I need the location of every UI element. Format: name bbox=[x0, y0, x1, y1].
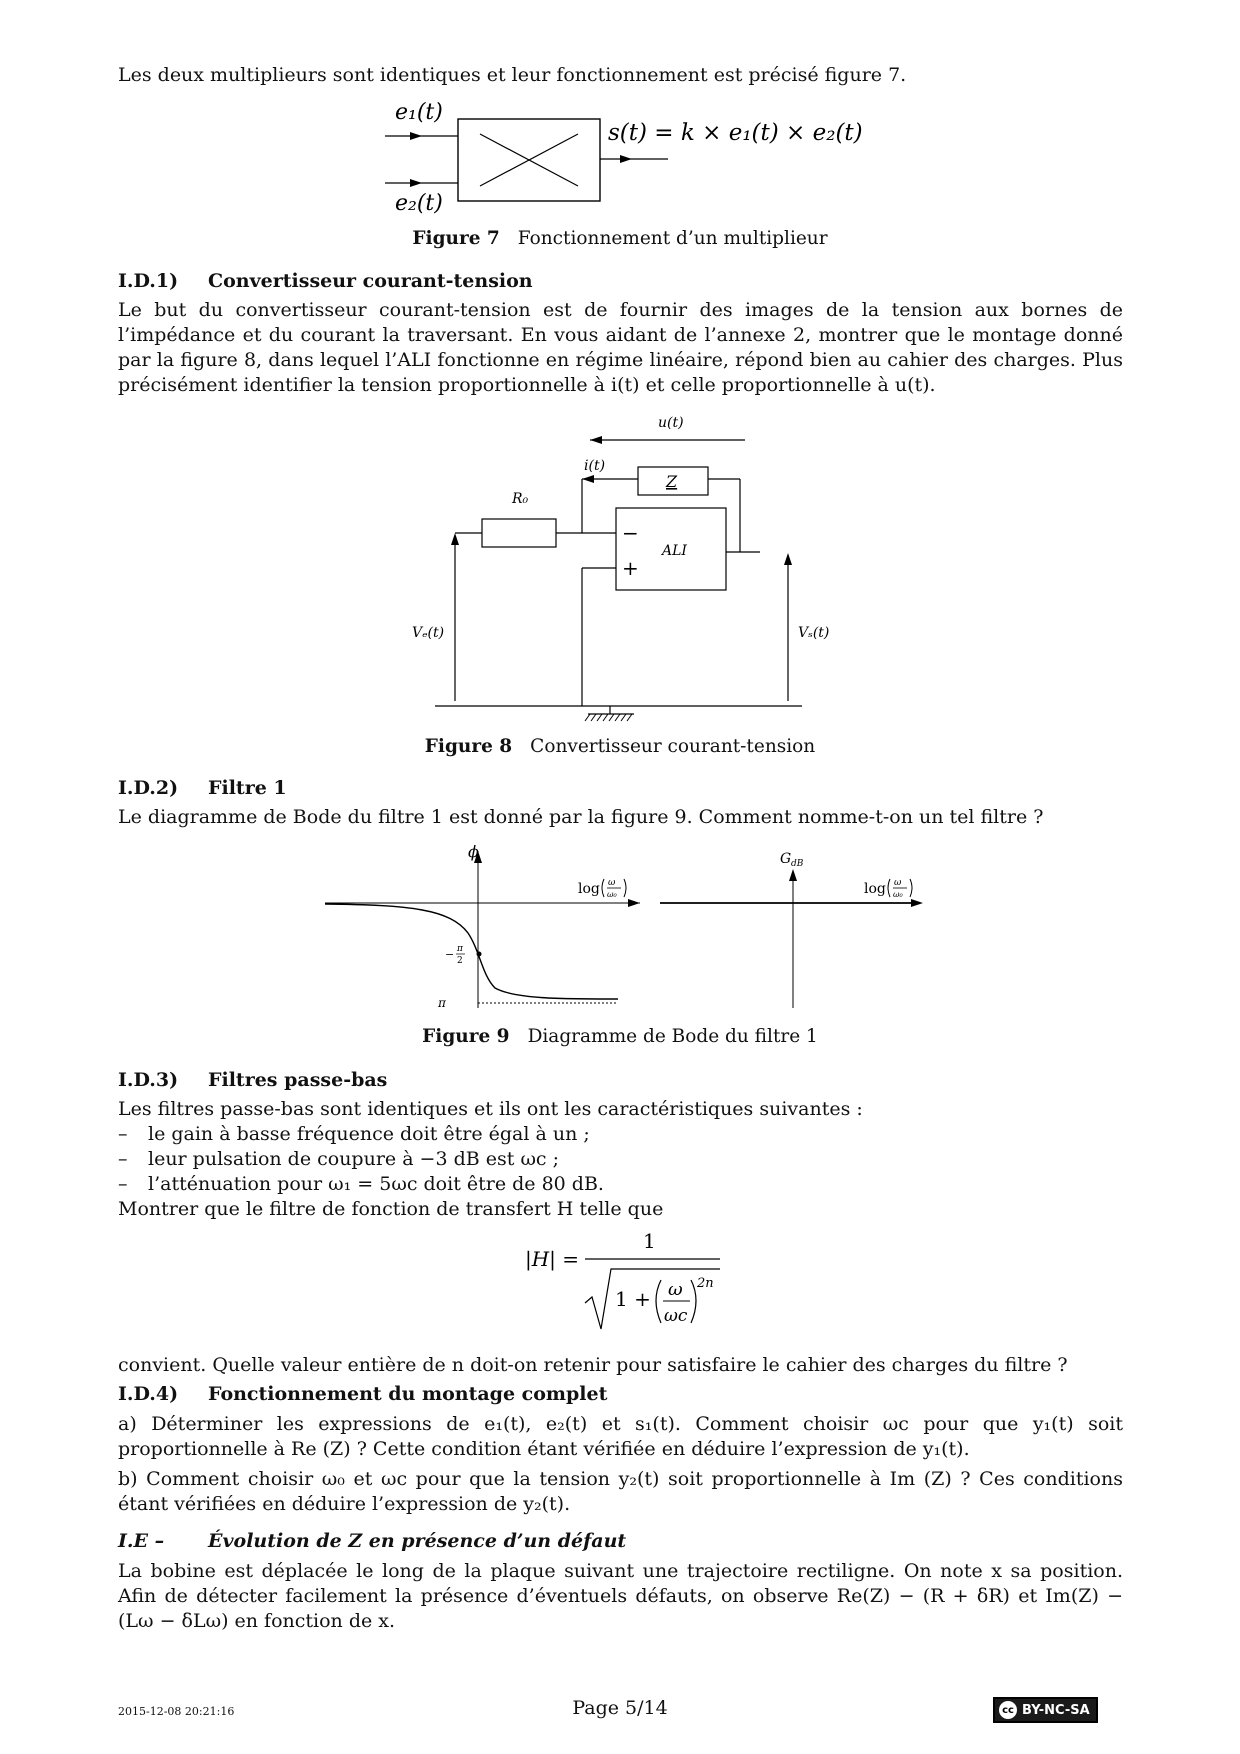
fig9-minus: − bbox=[445, 948, 455, 961]
fig8-plus: + bbox=[622, 556, 639, 580]
figure-7-multiplier bbox=[370, 95, 890, 220]
list-item: – l’atténuation pour ω₁ = 5ωc doit être de 80 dB. bbox=[118, 1172, 1123, 1197]
section-heading-id3: I.D.3) Filtres passe-bas bbox=[118, 1069, 388, 1091]
list-item: – le gain à basse fréquence doit être égal à un ; bbox=[118, 1122, 1123, 1147]
figure-8-caption: Figure 8 Convertisseur courant-tension bbox=[424, 736, 816, 757]
fig9-gdb-label: G bbox=[780, 851, 792, 867]
transfer-function-formula bbox=[515, 1225, 730, 1335]
svg-text:ω: ω bbox=[894, 878, 902, 888]
section-heading-id2: I.D.2) Filtre 1 bbox=[118, 777, 287, 799]
question-b: b) Comment choisir ω₀ et ωc pour que la tension y₂(t) soit proportionnelle à Im (Z) ? Ces conditions étant vérifiées en déduire l’expression de y₂(t). bbox=[118, 1468, 1123, 1515]
fig8-ve-label: Vₑ(t) bbox=[412, 625, 445, 641]
fig7-output: s(t) = k × e₁(t) × e₂(t) bbox=[608, 120, 863, 146]
fig8-z-label: Z bbox=[666, 472, 678, 491]
svg-text:ω₀: ω₀ bbox=[607, 890, 617, 899]
svg-text:ω₀: ω₀ bbox=[893, 890, 903, 899]
fig7-input-1: e₁(t) bbox=[395, 100, 443, 125]
section-id3-lead: Les filtres passe-bas sont identiques et ils ont les caractéristiques suivantes : bbox=[118, 1098, 863, 1120]
cc-icon: cc bbox=[999, 1701, 1017, 1719]
section-id3-after: convient. Quelle valeur entière de n doit-on retenir pour satisfaire le cahier des charges du filtre ? bbox=[118, 1354, 1068, 1376]
svg-text:ω: ω bbox=[668, 1279, 683, 1300]
fig9-log-label-2 bbox=[864, 878, 912, 899]
section-id3-line2: Montrer que le filtre de fonction de transfert H telle que bbox=[118, 1198, 664, 1220]
fig8-r0-label: R₀ bbox=[512, 491, 529, 507]
intro-text: Les deux multiplieurs sont identiques et leur fonctionnement est précisé figure 7. bbox=[118, 64, 907, 86]
section-id1-body: Le but du convertisseur courant-tension est de fournir des images de la tension aux bornes de l’impédance et du courant la traversant. En vous aidant de l’annexe 2, montrer que le montage donné par la figure 8, dans lequel l’ALI fonctionne en régime linéaire, répond bien au cahier des charges. Plus précisément identifier la tension proportionnelle à i(t) et celle proportionnelle à u(t). bbox=[118, 299, 1123, 396]
figure-7-caption: Figure 7 Fonctionnement d’un multiplieur bbox=[412, 228, 828, 249]
fig9-pi-den: 2 bbox=[457, 956, 463, 966]
resistor-R0 bbox=[482, 519, 556, 547]
requirements-list bbox=[118, 1122, 1123, 1197]
phase-curve bbox=[325, 904, 618, 999]
section-id2-body: Le diagramme de Bode du filtre 1 est donné par la figure 9. Comment nomme-t-on un tel filtre ? bbox=[118, 806, 1044, 828]
section-heading-ie: I.E – Évolution de Z en présence d’un défaut bbox=[118, 1530, 627, 1552]
section-heading-id1: I.D.1) Convertisseur courant-tension bbox=[118, 270, 533, 292]
figure-9-bode bbox=[320, 843, 940, 1018]
fig9-phi-label: ϕ bbox=[468, 843, 479, 861]
svg-text:ωc: ωc bbox=[664, 1306, 688, 1326]
svg-text:1: 1 bbox=[643, 1229, 656, 1253]
figure-8-circuit bbox=[400, 405, 840, 735]
fig8-vs-label: Vₛ(t) bbox=[798, 625, 830, 641]
svg-text:2n: 2n bbox=[697, 1276, 714, 1291]
fig8-ali-label: ALI bbox=[662, 543, 687, 559]
svg-text:|H| =: |H| = bbox=[525, 1247, 580, 1271]
figure-9-caption: Figure 9 Diagramme de Bode du filtre 1 bbox=[422, 1026, 818, 1047]
list-item: – leur pulsation de coupure à −3 dB est ωc ; bbox=[118, 1147, 1123, 1172]
page-number: Page 5/14 bbox=[572, 1697, 668, 1719]
fig8-u-label: u(t) bbox=[658, 415, 684, 431]
question-a: a) Déterminer les expressions de e₁(t), e₂(t) et s₁(t). Comment choisir ωc pour que y₁(t) soit proportionnelle à Re (Z) ? Cette condition étant vérifiée en déduire l’expression de y₁(t). bbox=[118, 1413, 1123, 1460]
fig9-pi-label: π bbox=[438, 996, 446, 1010]
fig9-gdb-sub: dB bbox=[791, 859, 804, 869]
svg-text:log: log bbox=[864, 881, 886, 897]
svg-text:1 +: 1 + bbox=[615, 1287, 651, 1311]
footer-timestamp: 2015-12-08 20:21:16 bbox=[118, 1705, 235, 1718]
fig8-minus: − bbox=[622, 521, 639, 545]
cc-license-badge: cc BY-NC-SA bbox=[993, 1697, 1098, 1723]
svg-text:log: log bbox=[578, 881, 600, 897]
svg-text:ω: ω bbox=[608, 878, 616, 888]
fig7-input-2: e₂(t) bbox=[395, 191, 443, 216]
fig8-i-label: i(t) bbox=[584, 458, 606, 474]
fig9-pi-num: π bbox=[457, 944, 463, 954]
fig9-log-label-1 bbox=[578, 878, 626, 899]
section-heading-id4: I.D.4) Fonctionnement du montage complet bbox=[118, 1383, 608, 1405]
section-ie-body: La bobine est déplacée le long de la plaque suivant une trajectoire rectiligne. On note x sa position. Afin de détecter facilement la présence d’éventuels défauts, on observe Re(Z) − (R + δR) et Im(Z) − (Lω − δLω) en fonction de x. bbox=[118, 1560, 1123, 1632]
